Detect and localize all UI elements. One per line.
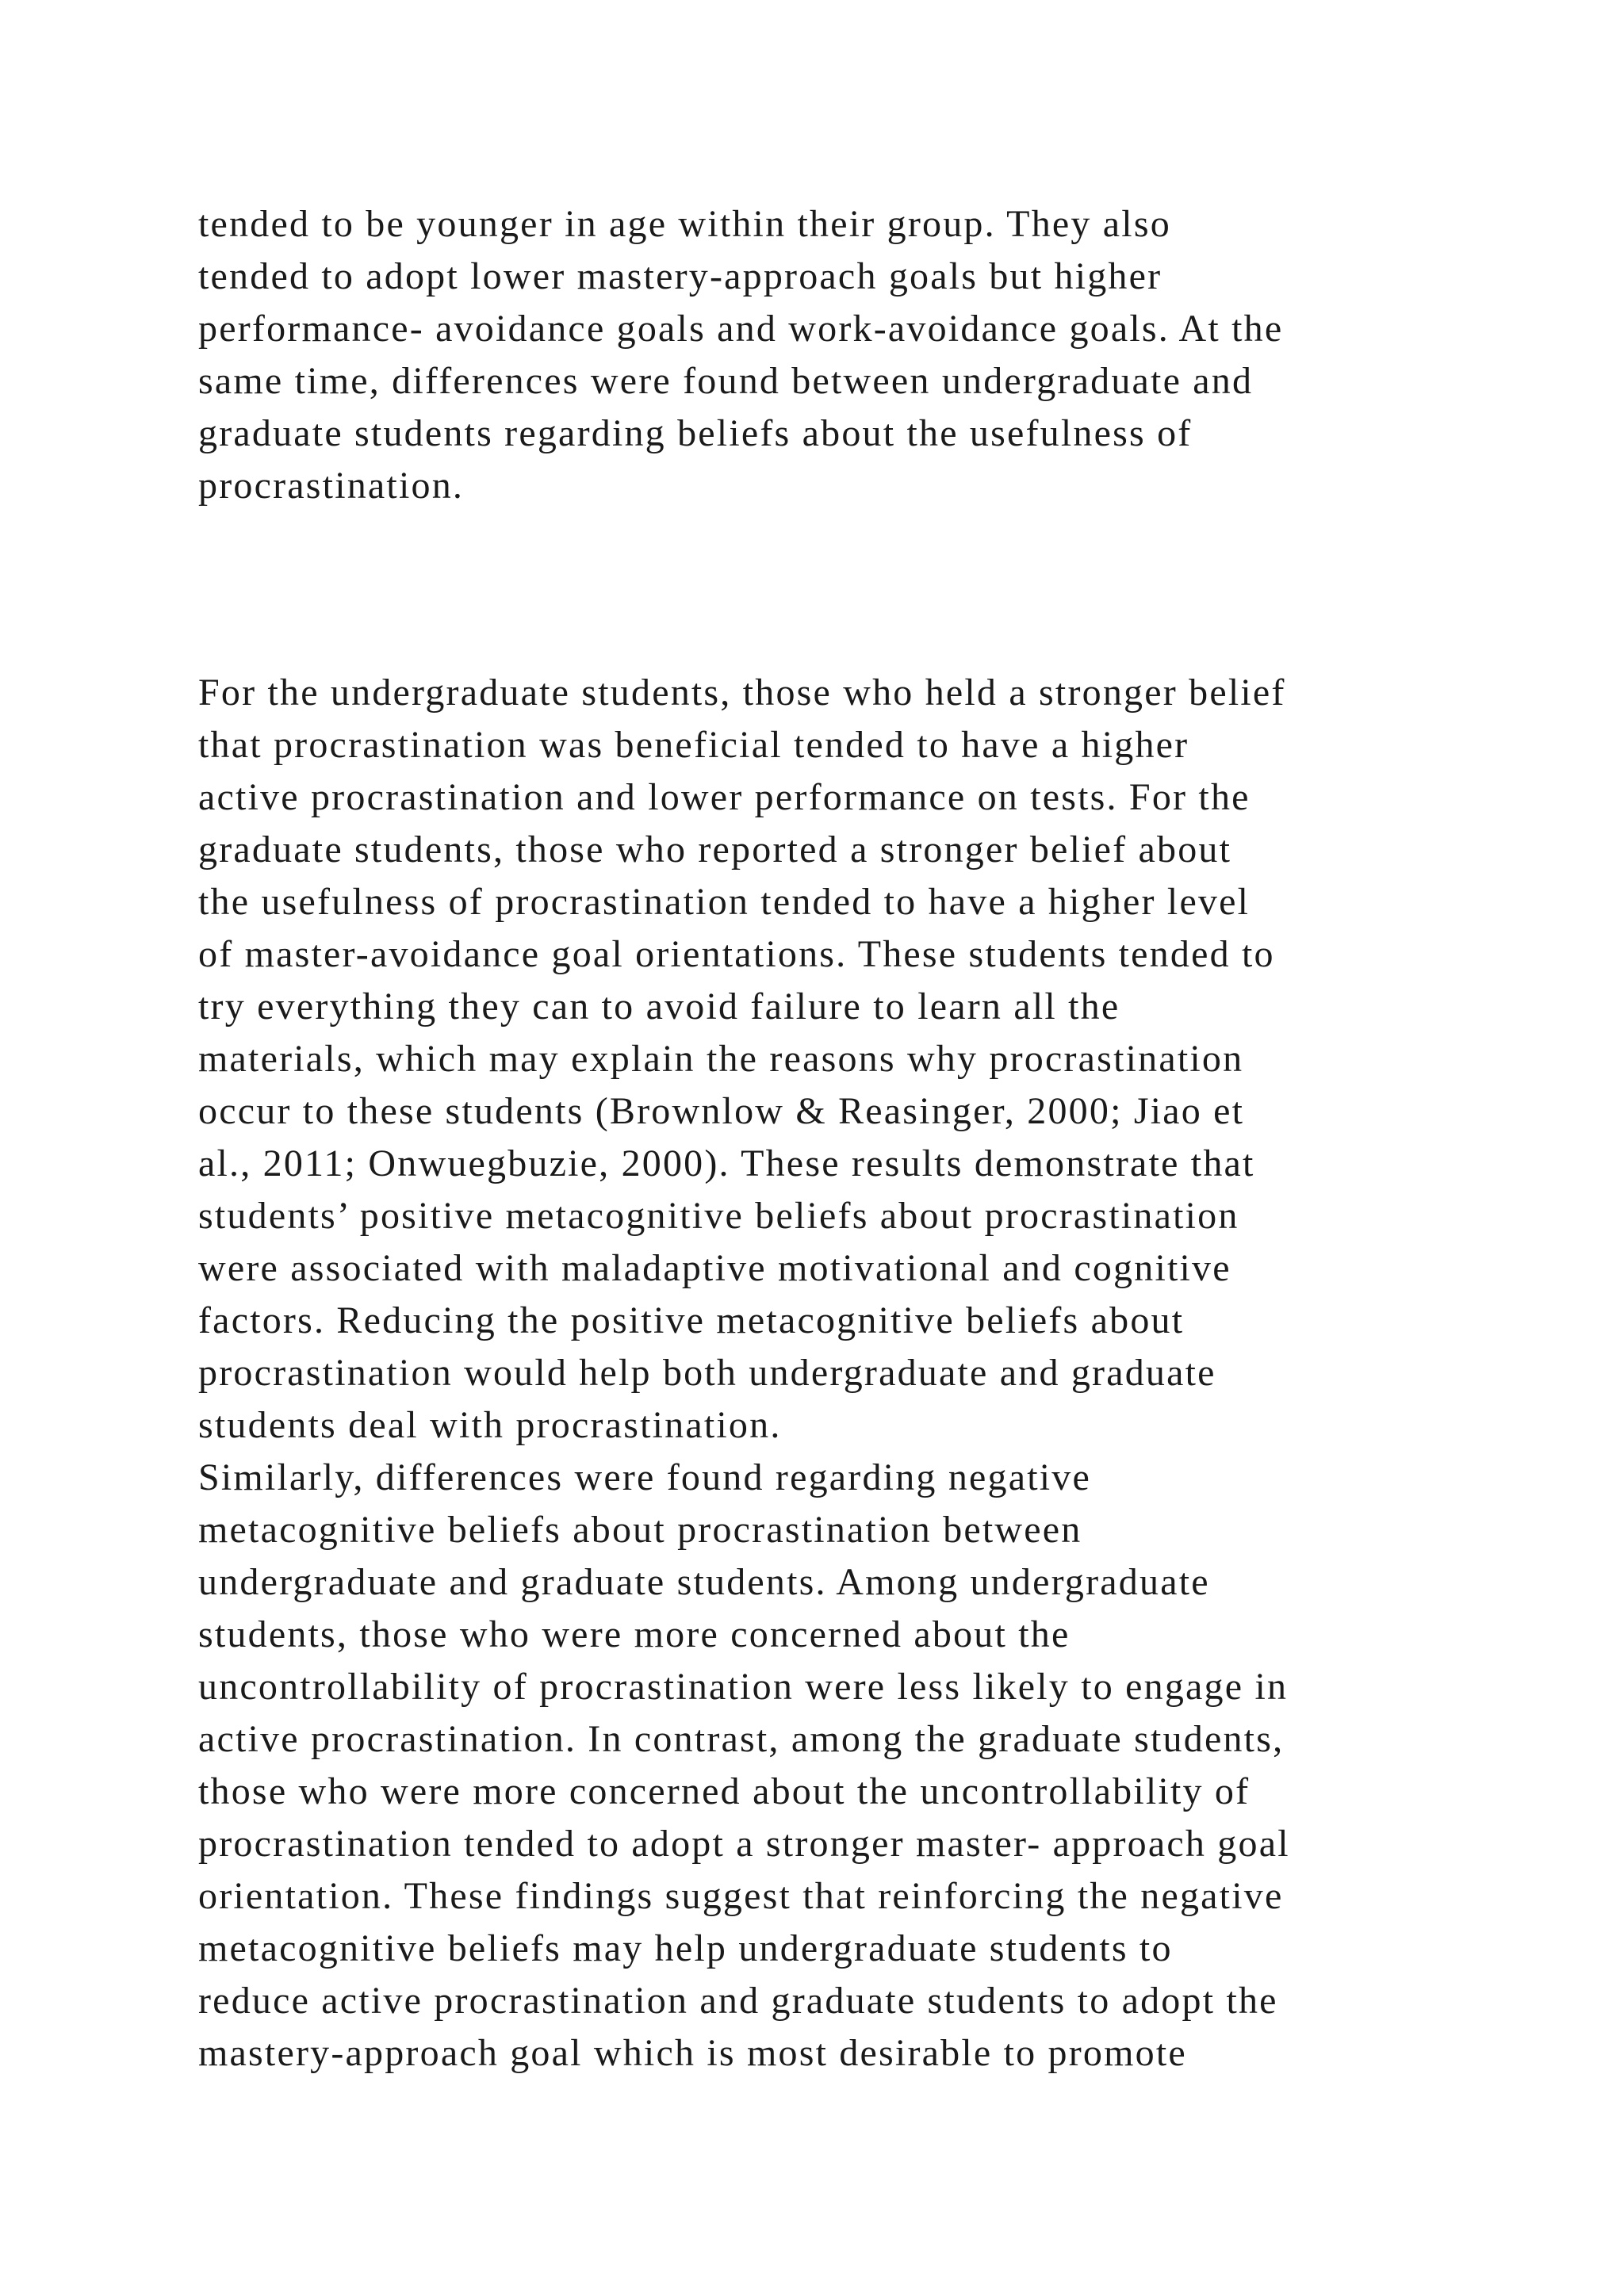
text-line: performance- avoidance goals and work-avoidance goals. At the [198,308,1284,350]
paragraph-2 [198,667,1546,2080]
text-line: factors. Reducing the positive metacognitive beliefs about [198,1299,1185,1341]
text-line: active procrastination. In contrast, among the graduate students, [198,1718,1285,1760]
text-line: materials, which may explain the reasons why procrastination [198,1038,1244,1080]
text-line: were associated with maladaptive motivational and cognitive [198,1247,1231,1289]
text-line: For the undergraduate students, those who held a stronger belief [198,672,1286,714]
text-line: mastery-approach goal which is most desirable to promote [198,2032,1187,2074]
text-line: of master-avoidance goal orientations. These students tended to [198,933,1275,975]
text-line: al., 2011; Onwuegbuzie, 2000). These results demonstrate that [198,1142,1255,1184]
text-line: occur to these students (Brownlow & Reasinger, 2000; Jiao et [198,1090,1245,1132]
text-line: procrastination tended to adopt a stronger master- approach goal [198,1823,1290,1865]
text-line: Similarly, differences were found regarding negative [198,1456,1092,1498]
text-line: procrastination would help both undergraduate and graduate [198,1352,1216,1394]
text-line: that procrastination was beneficial tended to have a higher [198,724,1189,766]
text-line: tended to be younger in age within their group. They also [198,203,1171,245]
text-line: the usefulness of procrastination tended to have a higher level [198,881,1251,923]
text-line: students’ positive metacognitive beliefs about procrastination [198,1195,1239,1237]
text-line: those who were more concerned about the uncontrollability of [198,1770,1251,1812]
text-line: students deal with procrastination. [198,1404,782,1446]
text-line: undergraduate and graduate students. Among undergraduate [198,1561,1210,1603]
text-line: try everything they can to avoid failure to learn all the [198,985,1120,1027]
text-line: procrastination. [198,465,465,507]
text-line: uncontrollability of procrastination were less likely to engage in [198,1666,1289,1708]
text-line: tended to adopt lower mastery-approach goals but higher [198,255,1162,297]
text-line: metacognitive beliefs about procrastination between [198,1509,1082,1551]
text-line: students, those who were more concerned about the [198,1613,1071,1655]
text-line: same time, differences were found between undergraduate and [198,360,1254,402]
text-line: orientation. These findings suggest that reinforcing the negative [198,1875,1284,1917]
text-line: reduce active procrastination and graduate students to adopt the [198,1980,1278,2022]
text-line: metacognitive beliefs may help undergraduate students to [198,1927,1173,1969]
text-line: active procrastination and lower performance on tests. For the [198,776,1251,818]
paragraph-1 [198,198,1546,512]
text-line: graduate students, those who reported a stronger belief about [198,828,1232,871]
text-line: graduate students regarding beliefs about the usefulness of [198,412,1193,454]
